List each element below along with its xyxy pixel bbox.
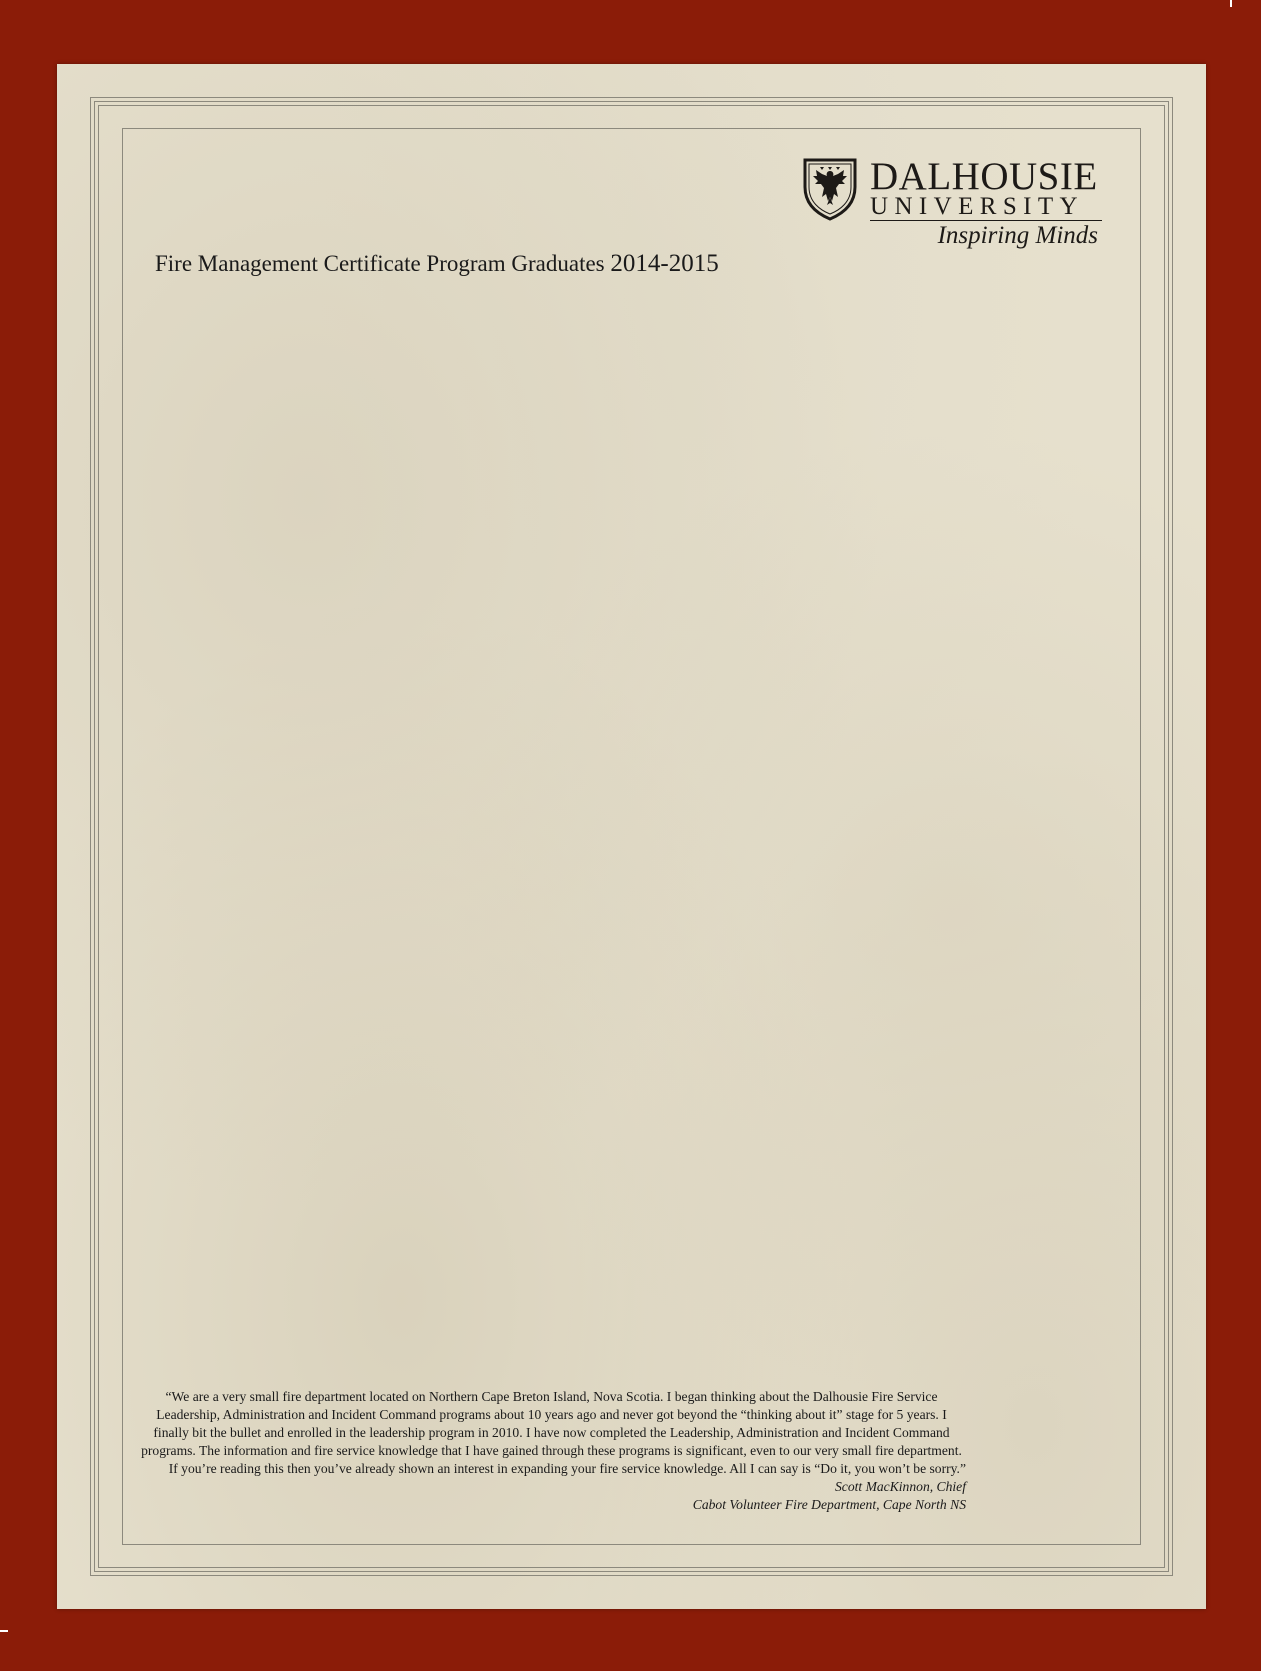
page-title-text: Fire Management Certificate Program Graduates [155,251,605,276]
outer-frame-line [94,101,1169,1572]
testimonial-author: Scott MacKinnon, Chief [834,1479,966,1494]
certificate-page [57,64,1206,1609]
testimonial [137,1388,966,1514]
logo-wordmark [870,155,1102,251]
inner-frame-line [122,128,1141,1545]
logo-subname: UNIVERSITY [870,195,1102,221]
shield-crest-icon [802,157,858,221]
logo-tagline: Inspiring Minds [937,222,1098,249]
testimonial-quote: “We are a very small fire department located on Northern Cape Breton Island, Nova Scotia. I began thinking about the Dalhousie Fire Service Leadership, Administration and Incident Command programs about 10 years ago and never got beyond the “thinking about it” stage for 5 years. I finally bit the bullet and enrolled in the leadership program in 2010. I have now completed the Leadership, Administration and Incident Command programs. The information and fire service knowledge that I have gained through these programs is significant, even to our very small fire department. If you’re reading this then you’ve already shown an interest in expanding your fire service knowledge. All I can say is “Do it, you won’t be sorry.” [141,1389,966,1476]
outer-frame-line [90,97,1173,1576]
testimonial-organization: Cabot Volunteer Fire Department, Cape North NS [692,1497,966,1512]
crop-mark-bottom-left [0,1630,8,1632]
page-title [155,250,719,278]
page-title-year: 2014-2015 [610,250,719,277]
dalhousie-logo [802,157,1107,257]
logo-name: DALHOUSIE [870,155,1098,198]
outer-frame-line [98,105,1165,1568]
crop-mark-top-right [1230,0,1232,7]
